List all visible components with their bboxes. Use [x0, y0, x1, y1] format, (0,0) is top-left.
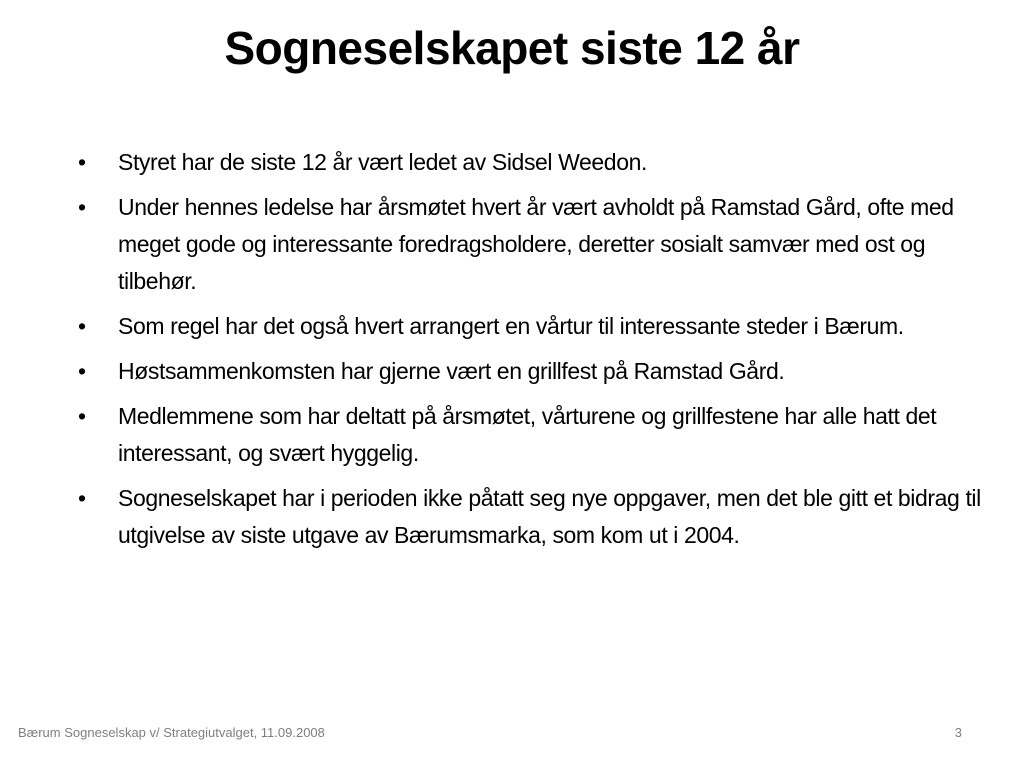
- bullet-item: [76, 398, 996, 472]
- bullet-list: [76, 144, 996, 562]
- slide-title: Sogneselskapet siste 12 år: [224, 22, 800, 74]
- bullet-dot-icon: •: [78, 149, 86, 175]
- bullet-dot-icon: •: [78, 313, 86, 339]
- bullet-text: Sogneselskapet har i perioden ikke påtatt seg nye oppgaver, men det ble gitt et bidrag til utgivelse av siste utgave av Bærumsmarka, som kom ut i 2004.: [118, 485, 981, 548]
- bullet-text: Medlemmene som har deltatt på årsmøtet, vårturene og grillfestene har alle hatt det interessant, og svært hyggelig.: [118, 403, 937, 466]
- bullet-item: [76, 353, 996, 390]
- bullet-text: Styret har de siste 12 år vært ledet av Sidsel Weedon.: [118, 149, 647, 175]
- bullet-dot-icon: •: [78, 485, 86, 511]
- page-number: 3: [954, 725, 962, 740]
- bullet-text: Under hennes ledelse har årsmøtet hvert år vært avholdt på Ramstad Gård, ofte med meget gode og interessante foredragsholdere, deretter sosialt samvær med ost og tilbehør.: [118, 194, 954, 294]
- bullet-text: Som regel har det også hvert arrangert en vårtur til interessante steder i Bærum.: [118, 313, 904, 339]
- footer-text: Bærum Sogneselskap v/ Strategiutvalget, 11.09.2008: [18, 725, 325, 740]
- bullet-text: Høstsammenkomsten har gjerne vært en grillfest på Ramstad Gård.: [118, 358, 785, 384]
- bullet-item: [76, 144, 996, 181]
- bullet-dot-icon: •: [78, 358, 86, 384]
- bullet-item: [76, 308, 996, 345]
- bullet-item: [76, 480, 996, 554]
- bullet-dot-icon: •: [78, 403, 86, 429]
- bullet-item: [76, 189, 996, 300]
- bullet-dot-icon: •: [78, 194, 86, 220]
